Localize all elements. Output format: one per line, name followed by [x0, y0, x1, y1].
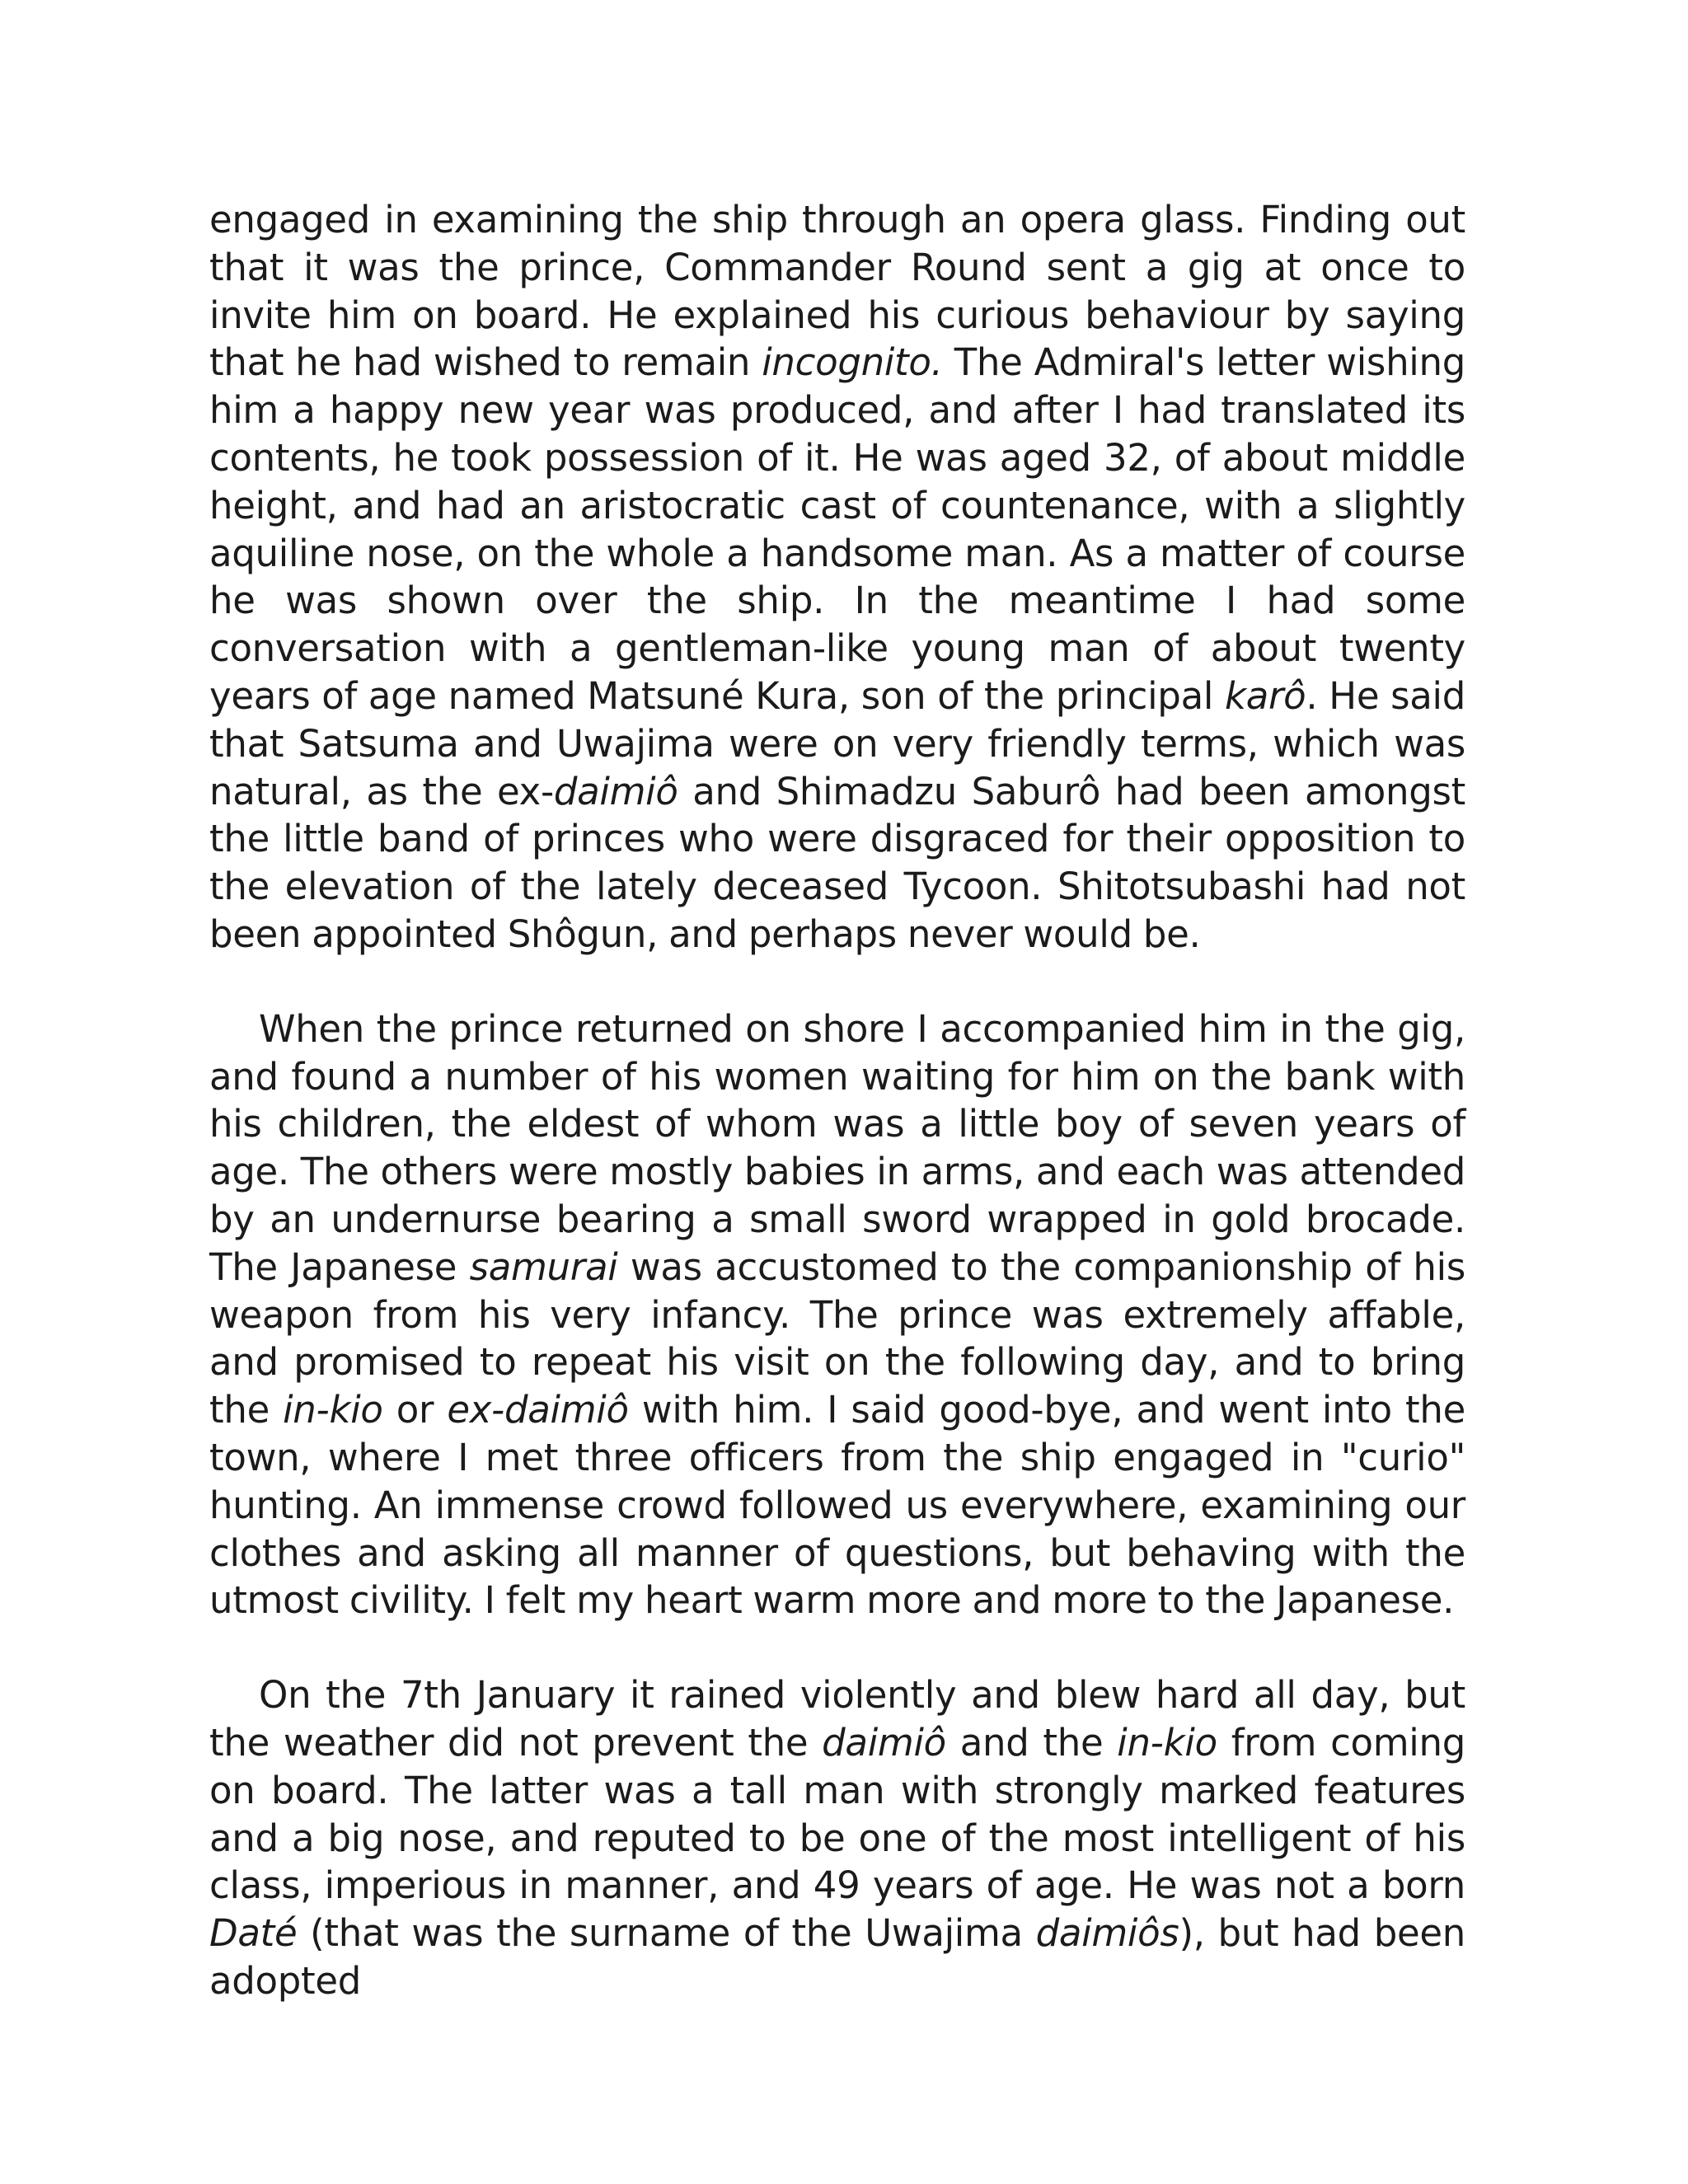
text-segment: (that was the surname of the Uwajima: [297, 1911, 1036, 1956]
italic-text-segment: Daté: [209, 1911, 298, 1956]
text-segment: and the: [945, 1720, 1118, 1765]
italic-text-segment: incognito.: [762, 340, 943, 385]
italic-text-segment: daimiô: [822, 1720, 946, 1765]
text-segment: was accustomed to the companionship of his weapon from his very infancy. The prince was extremely affable, and promised to repeat his visit on the following day, and to bring the: [209, 1244, 1465, 1432]
text-segment: The Admiral's letter wishing him a happy new year was produced, and after I had translated its contents, he took possession of it. He was aged 32, of about middle height, and had an aristocratic cast of countenance, with a slightly aquiline nose, on the whole a handsome man. As a matter of course he was shown over the ship. In the meantime I had some conversation with a gentleman-like young man of about twenty years of age named Matsuné Kura, son of the principal: [209, 340, 1465, 718]
italic-text-segment: in-kio: [1117, 1720, 1217, 1765]
italic-text-segment: karô: [1224, 673, 1306, 718]
text-segment: with him. I said good-bye, and went into the town, where I met three officers from the ship engaged in "curio" hunting. An immense crowd followed us everywhere, examining our clothes and asking all manner of questions, but behaving with the utmost civility. I felt my heart warm more and more to the Japanese.: [209, 1388, 1465, 1623]
text-segment: from coming on board. The latter was a tall man with strongly marked features and a big nose, and reputed to be one of the most intelligent of his class, imperious in manner, and 49 years of age. He was not a born: [209, 1720, 1465, 1908]
text-segment: . He said that Satsuma and Uwajima were on very friendly terms, which was natural, as the ex-: [209, 673, 1465, 813]
italic-text-segment: in-kio: [283, 1388, 383, 1432]
italic-text-segment: daimiô: [553, 769, 678, 813]
text-segment: or: [382, 1388, 448, 1432]
italic-text-segment: samurai: [469, 1244, 618, 1289]
text-segment: When the prince returned on shore I accompanied him in the gig, and found a number of his women waiting for him on the bank with his children, the eldest of whom was a little boy of seven years of age. The others were mostly babies in arms, and each was attended by an undernurse bearing a small sword wrapped in gold brocade. The Japanese: [209, 1006, 1465, 1289]
text-segment: ), but had been adopted: [209, 1911, 1465, 2003]
page-body: [209, 196, 1465, 2005]
text-segment: and Shimadzu Saburô had been amongst the little band of princes who were disgraced for their opposition to the elevation of the lately deceased Tycoon. Shitotsubashi had not been appointed Shôgun, and perhaps never would be.: [209, 769, 1465, 956]
italic-text-segment: ex-daimiô: [447, 1388, 629, 1432]
paragraph-2: [209, 1005, 1465, 1624]
paragraph-1: [209, 196, 1465, 958]
text-segment: On the 7th January it rained violently and blew hard all day, but the weather did not prevent the: [209, 1673, 1465, 1765]
italic-text-segment: daimiôs: [1035, 1911, 1179, 1956]
text-segment: engaged in examining the ship through an opera glass. Finding out that it was the prince, Commander Round sent a gig at once to invite him on board. He explained his curious behaviour by saying that he had wished to remain: [209, 198, 1465, 385]
paragraph-3: [209, 1671, 1465, 2005]
